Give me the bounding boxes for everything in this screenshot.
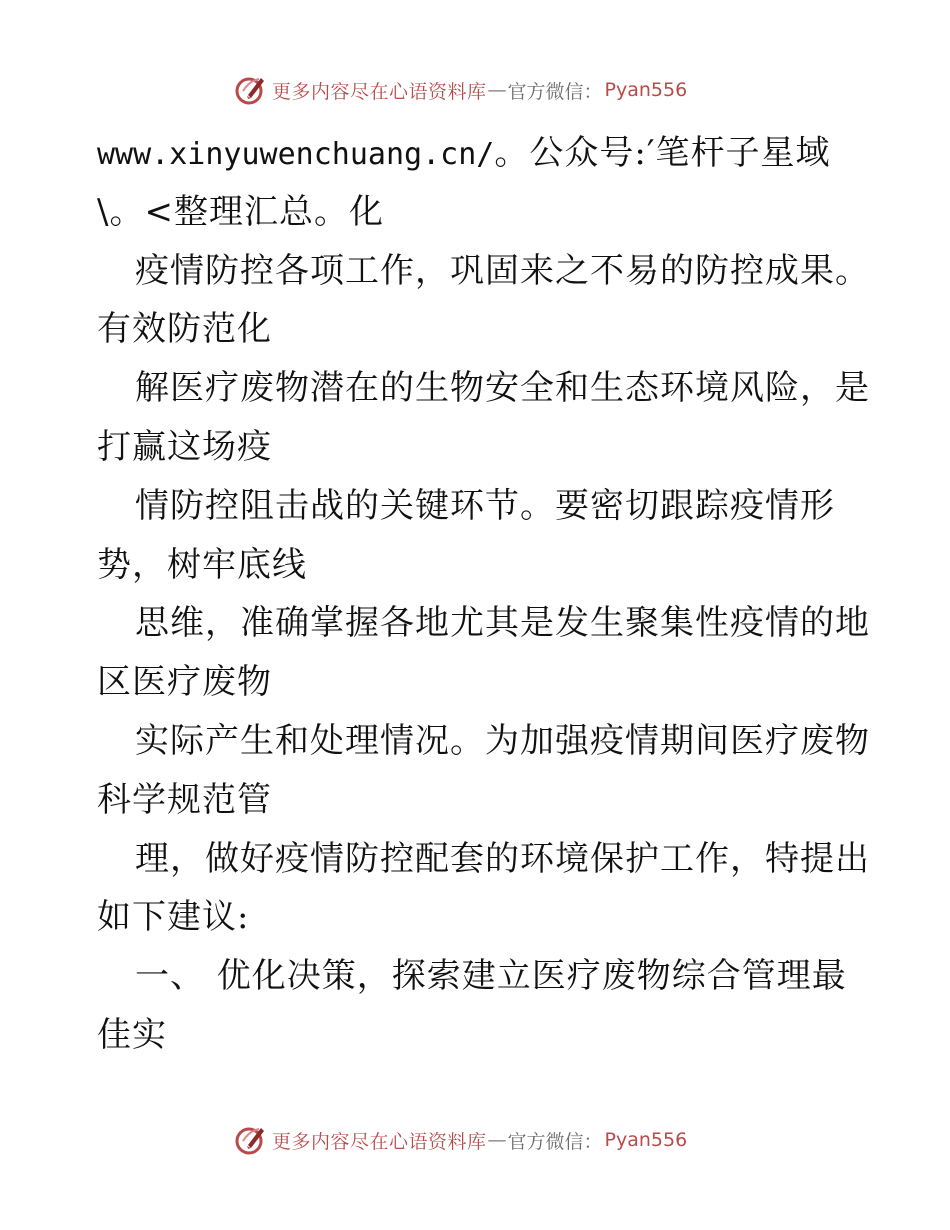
text-line: 疫情防控各项工作，巩固来之不易的防控成果。: [135, 250, 870, 291]
line-text: 。公众号:′笔杆子星域: [494, 133, 831, 173]
text-line: 一、 优化决策，探索建立医疗废物综合管理最: [135, 956, 847, 997]
banner-slogan: 更多内容尽在心语资料库: [272, 80, 487, 103]
banner-wechat-label: 官方微信：: [507, 1130, 603, 1153]
pen-nib-logo-icon: [234, 73, 268, 107]
text-line: 有效防范化: [97, 309, 272, 350]
banner-slogan: 更多内容尽在心语资料库: [272, 1130, 487, 1153]
text-line: [97, 124, 867, 183]
footer-banner: [234, 1122, 714, 1158]
text-line: 打赢这场疫: [97, 426, 272, 467]
document-body: [97, 124, 870, 1065]
text-line: 区医疗废物: [97, 662, 272, 703]
banner-wechat-id: Pyan556: [604, 79, 688, 101]
text-line: 科学规范管: [97, 779, 272, 820]
text-line: 实际产生和处理情况。为加强疫情期间医疗废物: [135, 720, 870, 761]
text-line: 解医疗废物潜在的生物安全和生态环境风险，是: [135, 368, 870, 409]
header-banner: [234, 72, 714, 108]
text-line: 情防控阻击战的关键环节。要密切跟踪疫情形: [135, 485, 835, 526]
text-line: 思维，准确掌握各地尤其是发生聚集性疫情的地: [135, 603, 870, 644]
text-line: 理，做好疫情防控配套的环境保护工作，特提出: [135, 838, 870, 879]
banner-dash: —: [487, 79, 507, 101]
text-line: \。<整理汇总。化: [97, 191, 384, 232]
banner-wechat-id: Pyan556: [604, 1129, 688, 1151]
banner-wechat-label: 官方微信：: [507, 80, 603, 103]
text-line: 如下建议:: [97, 897, 250, 938]
banner-dash: —: [487, 1129, 507, 1151]
website-url: www.xinyuwenchuang.cn/: [97, 137, 495, 172]
pen-nib-logo-icon: [234, 1123, 268, 1157]
text-line: 佳实: [97, 1014, 167, 1055]
text-line: 势，树牢底线: [97, 544, 307, 585]
